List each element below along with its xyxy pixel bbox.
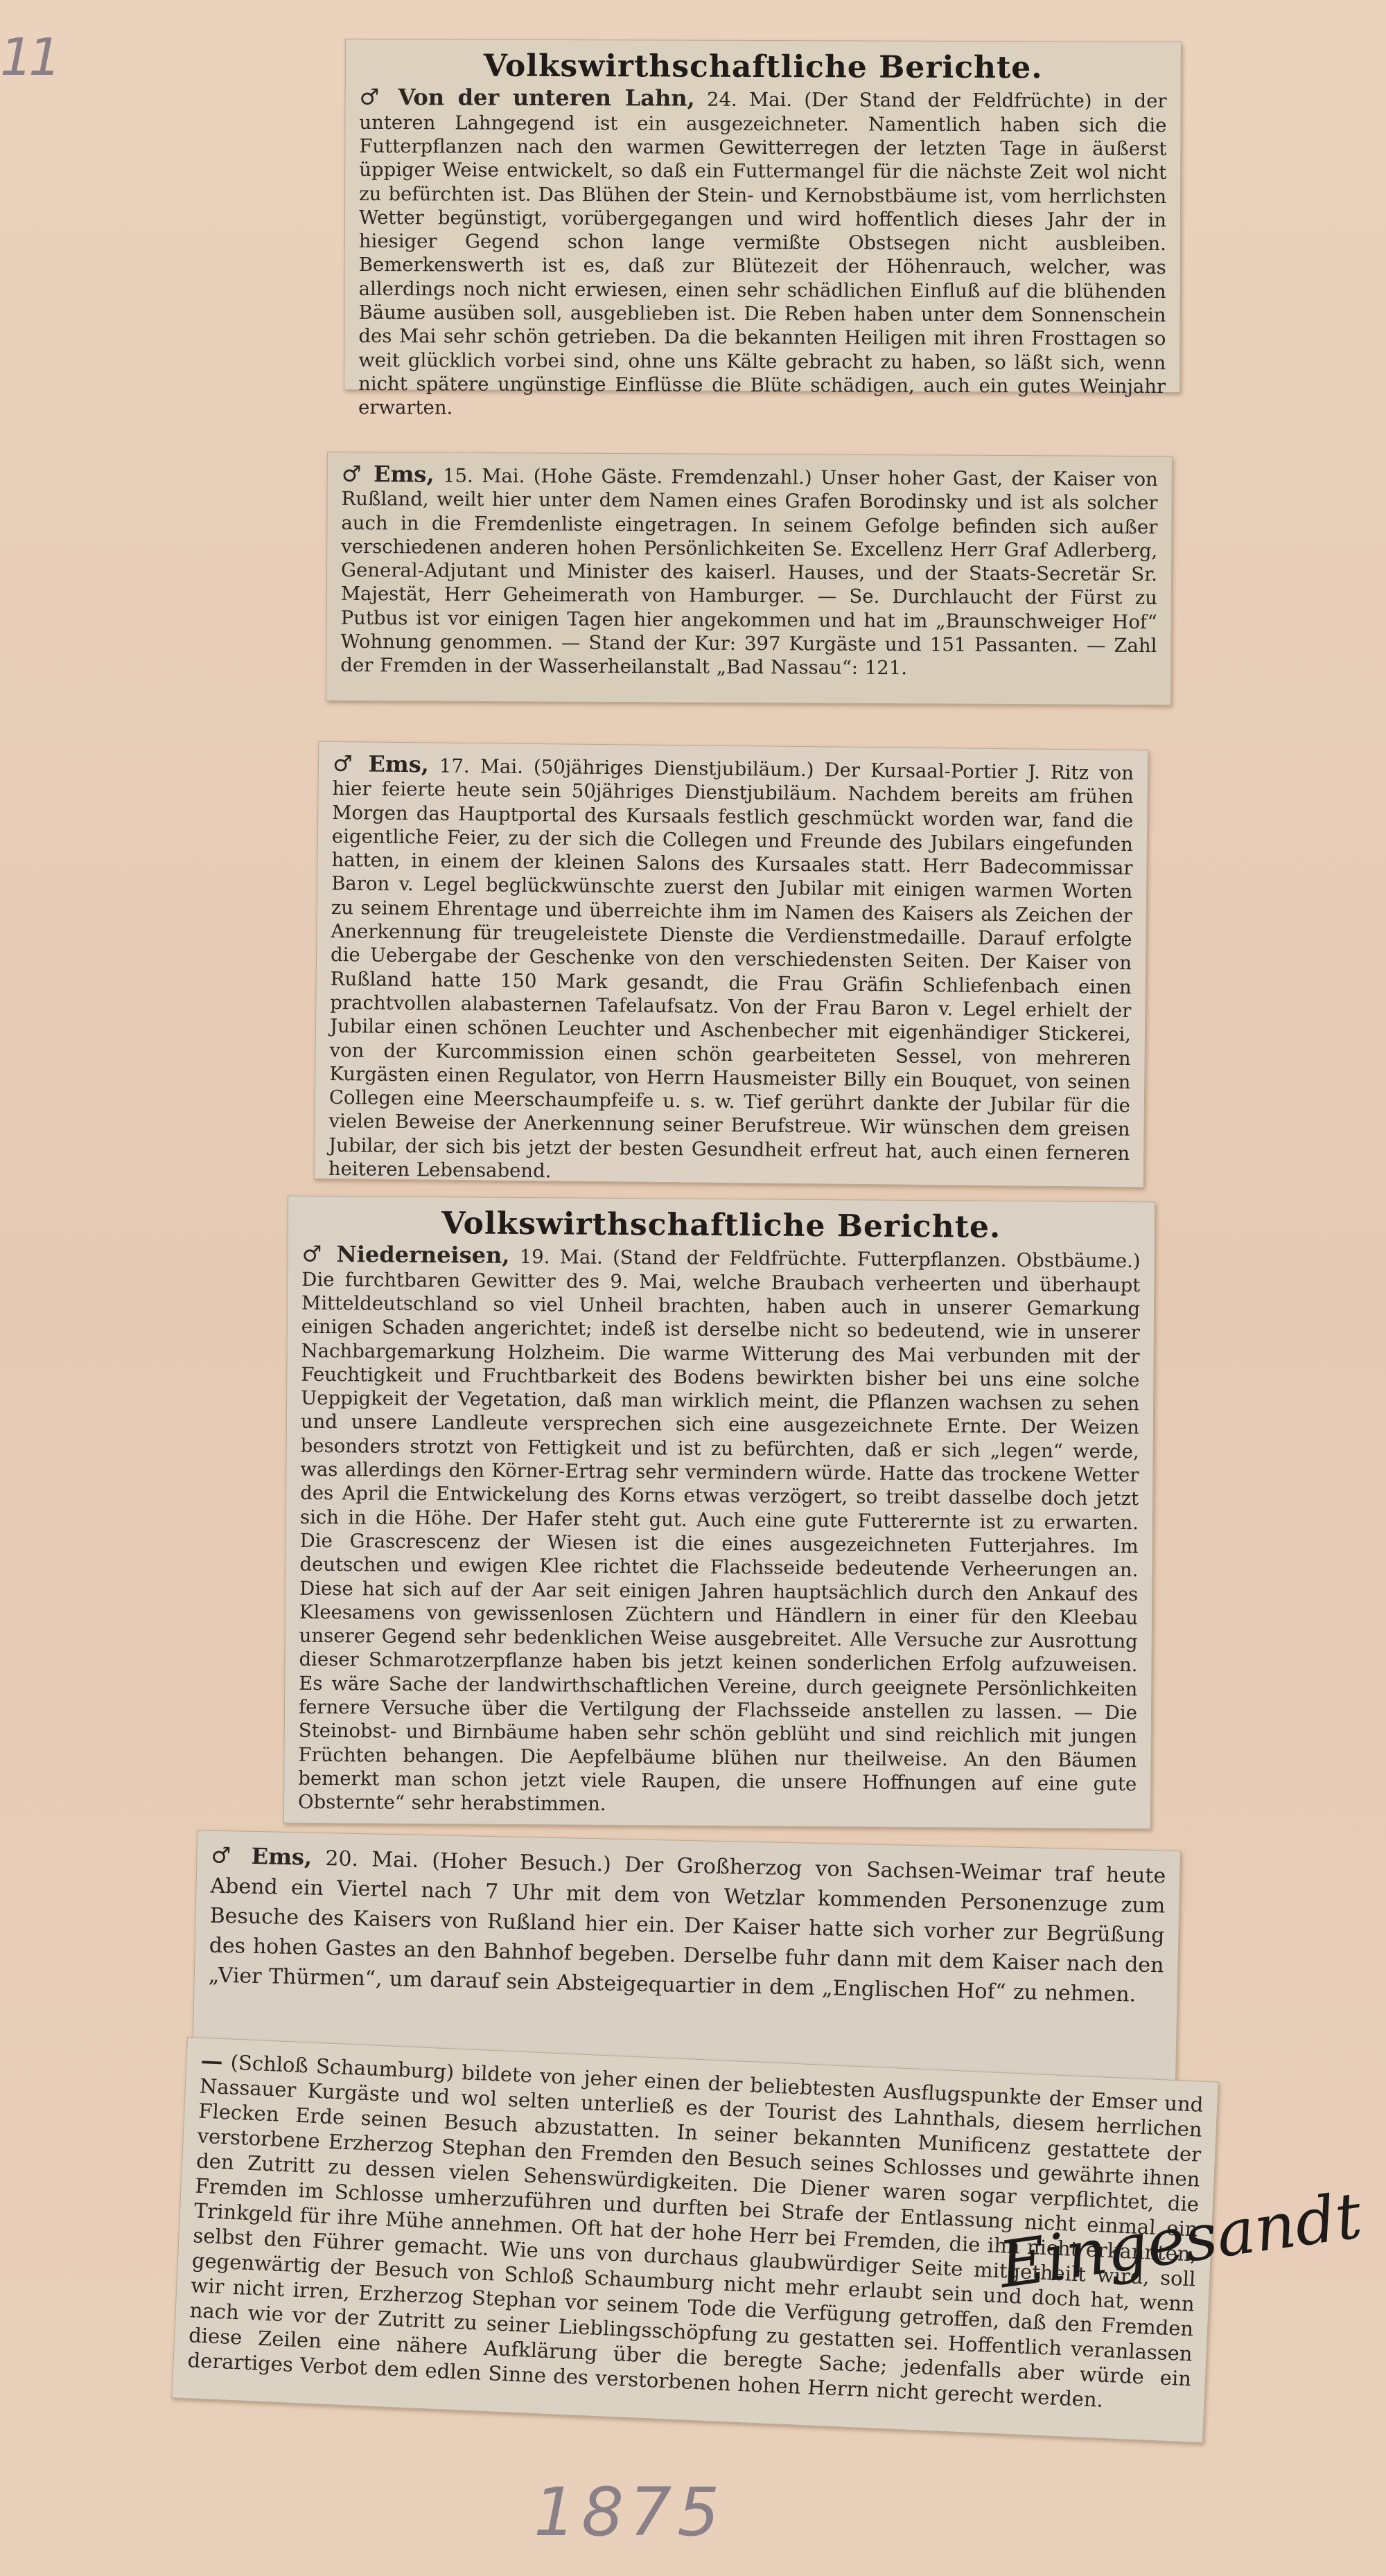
newspaper-clipping-3 [314, 741, 1149, 1188]
clipping-dateline: ♂ Ems, [211, 1842, 313, 1871]
clipping-body: 17. Mai. (50jähriges Dienstjubiläum.) Der Kursaal-Portier J. Ritz von hier feierte heute sein 50jähriges Dienstjubiläum. Nachdem bereits am frühen Morgen das Hauptportal des Kursaals festlich geschmückt worden war, fand die eigentliche Feier, zu der sich die Collegen und Freunde des Jubilars eingefunden hatten, in einem der kleinen Salons des Kursaales statt. Herr Badecommissar Baron v. Legel beglückwünschte zuerst den Jubilar mit einigen warmen Worten zu seinem Ehrentage und überreichte ihm im Namen des Kaisers als Zeichen der Anerkennung für treugeleistete Dienste die Verdienstmedaille. Darauf erfolgte die Uebergabe der Geschenke von den verschiedensten Seiten. Der Kaiser von Rußland hatte 150 Mark gesandt, die Frau Gräfin Schliefenbach einen prachtvollen alabasternen Tafelaufsatz. Von der Frau Baron v. Legel erhielt der Jubilar einen schönen Leuchter und Aschenbecher mit eigenhändiger Stickerei, von der Kurcommission einen schön gearbeiteten Sessel, von mehreren Kurgästen einen Regulator, von Herrn Hausmeister Billy ein Bouquet, von seinen Collegen eine Meerschaumpfeife u. s. w. Tief gerührt dankte der Jubilar für die vielen Beweise der Anerkennung seiner Berufstreue. Wir wünschen dem greisen Jubilar, der sich bis jetzt der besten Gesundheit erfreut hat, auch einen ferneren heiteren Lebensabend. [328, 755, 1134, 1183]
handwritten-signature: Eingesandt [994, 2178, 1367, 2303]
newspaper-clipping-4 [283, 1196, 1155, 1830]
newspaper-clipping-1 [344, 39, 1182, 419]
clipping-text [208, 1841, 1166, 2011]
clipping-body: (Schloß Schaumburg) bildete von jeher einen der beliebtesten Ausflugspunkte der Emser und Nassauer Kurgäste und wol selten unterließ es der Tourist des Lahnthals, diesem herrlichen Flecken Erde seinen Besuch abzustatten. In seiner bekannten Munificenz gestattete der verstorbene Erzherzog Stephan den Fremden den Besuch seines Schlosses und gewährte ihnen den Zutritt zu dessen vielen Sehenswürdigkeiten. Die Diener waren sogar verpflichtet, die Fremden im Schlosse umherzuführen und durften bei Strafe der Entlassung nicht einmal ein Trinkgeld für ihre Mühe annehmen. Oft hat der hohe Herr bei Fremden, die ihn nicht erkannten, selbst den Führer gemacht. Wie uns von durchaus glaubwürdiger Seite mitgetheilt wird, soll gegenwärtig der Besuch von Schloß Schaumburg nicht mehr erlaubt sein und doch hat, wenn wir nicht irren, Erzherzog Stephan vor seinem Tode die Verfügung getroffen, daß den Fremden nach wie vor der Zutritt zu seiner Lieblingsschöpfung zu gestatten sei. Hoffentlich veranlassen diese Zeilen eine nähere Aufklärung über die beregte Sache; jedenfalls aber würde ein derartiges Verbot dem edlen Sinne des verstorbenen hohen Herrn nicht gerecht werden. [187, 2050, 1204, 2412]
clipping-dateline: — [200, 2047, 224, 2075]
clipping-heading: Volkswirthschaftliche Berichte. [441, 1206, 1001, 1245]
handwritten-year: 1875 [534, 2473, 726, 2551]
clipping-dateline: ♂ Von der unteren Lahn, [359, 84, 695, 112]
clipping-text [328, 752, 1134, 1189]
clipping-dateline: ♂ Ems, [341, 460, 435, 488]
clipping-body: 24. Mai. (Der Stand der Feldfrüchte) in der unteren Lahngegend ist ein ausgezeichneter. Namentlich haben sich die Futterpflanzen nach den warmen Gewitterregen der letzten Tage in äußerst üppiger Weise entwickelt, so daß ein Futtermangel für die nächste Zeit wol nicht zu befürchten ist. Das Blühen der Stein- und Kernobstbäume ist, vom herrlichsten Wetter begünstigt, vorübergegangen und wird hoffentlich dieses Jahr der in hiesiger Gegend schon lange vermißte Obstsegen nicht ausbleiben. Bemerkenswerth ist es, daß zur Blütezeit der Höhenrauch, welcher, was allerdings noch nicht erwiesen, einen sehr schädlichen Einfluß auf die blühenden Bäume ausüben soll, ausgeblieben ist. Die Reben haben unter dem Sonnenschein des Mai sehr schön getrieben. Da die bekannten Heiligen mit ihren Frosttagen so weit glücklich vorbei sind, ohne uns Kälte gebracht zu haben, so läßt sich, wenn nicht spätere ungünstige Einflüsse die Blüte schädigen, auch ein gutes Weinjahr erwarten. [358, 89, 1167, 419]
clipping-body: 19. Mai. (Stand der Feldfrüchte. Futterpflanzen. Obstbäume.) Die furchtbaren Gewitter des 9. Mai, welche Braubach verheerten und überhaupt Mitteldeutschland so viel Unheil brachten, haben auch in unserer Gemarkung einigen Schaden angerichtet; indeß ist derselbe nicht so bedeutend, wie in unserer Nachbargemarkung Holzheim. Die warme Witterung des Mai verbunden mit der Feuchtigkeit und Fruchtbarkeit des Bodens bewirkten bisher bei uns eine solche Ueppigkeit der Vegetation, daß man wirklich meint, die Pflanzen wachsen zu sehen und unsere Landleute versprechen sich eine ausgezeichnete Ernte. Der Weizen besonders strotzt von Fettigkeit und ist zu befürchten, daß er sich „legen“ werde, was allerdings den Körner-Ertrag sehr vermindern würde. Hatte das trockene Wetter des April die Entwickelung des Korns etwas verzögert, so treibt dasselbe doch jetzt sich in die Höhe. Der Hafer steht gut. Auch eine gute Futterernte ist zu erwarten. Die Grascrescenz der Wiesen ist die eines ausgezeichneten Futterjahres. Im deutschen und ewigen Klee richtet die Flachsseide bedeutende Verheerungen an. Diese hat sich auf der Aar seit einigen Jahren hauptsächlich durch den Ankauf des Kleesamens von gewissenlosen Züchtern und Händlern in einer für den Kleebau unserer Gegend sehr bedenklichen Weise ausgebreitet. Alle Versuche zur Ausrottung dieser Schmarotzerpflanze haben bis jetzt keinen sonderlichen Erfolg aufzuweisen. Es wäre Sache der landwirthschaftlichen Vereine, durch geeignete Persönlichkeiten fernere Versuche über die Vertilgung der Flachsseide anstellen zu lassen. — Die Steinobst- und Birnbäume haben sehr schön geblüht und sind reichlich mit jungen Früchten behangen. Die Aepfelbäume blühen nur theilweise. An den Bäumen bemerkt man schon jetzt viele Raupen, die unsere Hoffnungen auf eine gute Obsternte“ sehr herabstimmen. [297, 1246, 1141, 1816]
clipping-dateline: ♂ Niederneisen, [301, 1241, 510, 1269]
clipping-text [298, 1242, 1141, 1820]
newspaper-clipping-2 [326, 452, 1173, 705]
clipping-text [340, 462, 1158, 682]
clipping-body: 15. Mai. (Hohe Gäste. Fremdenzahl.) Unser hoher Gast, der Kaiser von Rußland, weilt hier unter dem Namen eines Grafen Borodinsky und ist als solcher auch in die Fremdenliste eingetragen. In seinem Gefolge befinden sich außer verschiedenen anderen hohen Persönlichkeiten Se. Excellenz Herr Graf Adlerberg, General-Adjutant und Minister des kaiserl. Hauses, und der Staats-Secretär Sr. Majestät, Herr Geheimerath von Hamburger. — Se. Durchlaucht der Fürst zu Putbus ist vor einigen Tagen hier angekommen und hat im „Braunschweiger Hof“ Wohnung genommen. — Stand der Kur: 397 Kurgäste und 151 Passanten. — Zahl der Fremden in der Wasserheilanstalt „Bad Nassau“: 121. [340, 464, 1158, 680]
clipping-dateline: ♂ Ems, [332, 750, 430, 778]
clipping-heading: Volkswirthschaftliche Berichte. [483, 48, 1043, 86]
clipping-body: 20. Mai. (Hoher Besuch.) Der Großherzog von Sachsen-Weimar traf heute Abend ein Viertel nach 7 Uhr mit dem von Wetzlar kommenden Personenzuge zum Besuche des Kaisers von Rußland hier ein. Der Kaiser hatte sich vorher zur Begrüßung des hohen Gastes an den Bahnhof begeben. Derselbe fuhr dann mit dem Kaiser nach den „Vier Thürmen“, um darauf sein Absteigequartier in dem „Englischen Hof“ zu nehmen. [208, 1846, 1166, 2007]
margin-page-number: 11 [0, 28, 58, 87]
clipping-text [358, 85, 1167, 422]
